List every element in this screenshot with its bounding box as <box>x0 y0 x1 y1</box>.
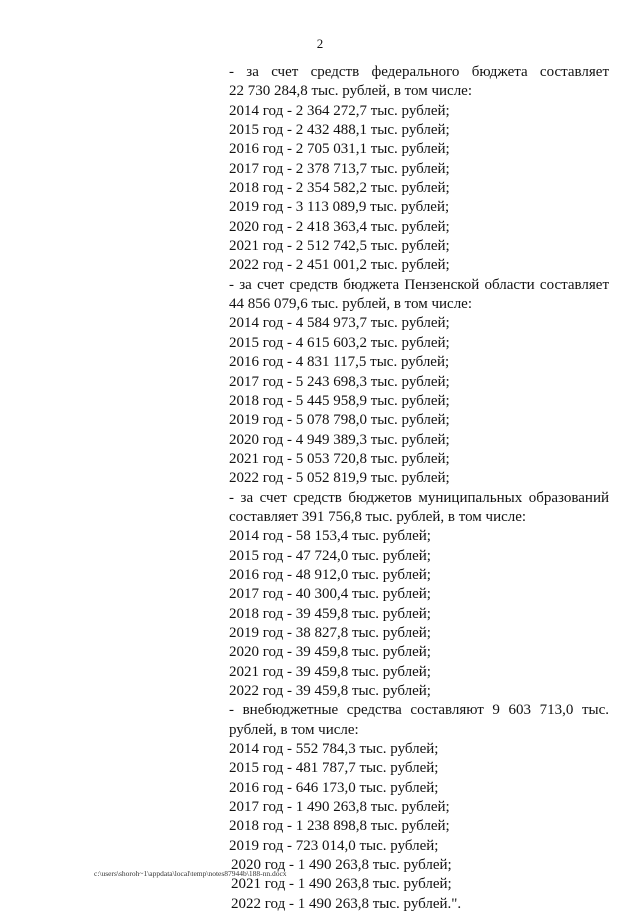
text-line: 2014 год - 2 364 272,7 тыс. рублей; <box>229 102 450 119</box>
text-line: 2015 год - 47 724,0 тыс. рублей; <box>229 547 431 564</box>
text-line: - за счет средств федерального бюджета составляет <box>229 64 609 80</box>
text-line: 2018 год - 39 459,8 тыс. рублей; <box>229 605 431 622</box>
text-line: 2014 год - 4 584 973,7 тыс. рублей; <box>229 315 450 332</box>
text-line: 2018 год - 2 354 582,2 тыс. рублей; <box>229 180 450 197</box>
text-line: 44 856 079,6 тыс. рублей, в том числе: <box>229 296 473 313</box>
text-line: 2017 год - 40 300,4 тыс. рублей; <box>229 586 431 603</box>
text-line: - за счет средств бюджетов муниципальных образований <box>229 489 609 506</box>
text-line: 2022 год - 5 052 819,9 тыс. рублей; <box>229 470 450 487</box>
text-line: 2022 год - 1 490 263,8 тыс. рублей.". <box>231 895 462 912</box>
page-number: 2 <box>316 36 324 51</box>
text-line: 2020 год - 4 949 389,3 тыс. рублей; <box>229 431 450 448</box>
text-line: 22 730 284,8 тыс. рублей, в том числе: <box>229 83 473 100</box>
text-line: 2021 год - 39 459,8 тыс. рублей; <box>229 663 431 680</box>
text-line: рублей, в том числе: <box>229 721 359 738</box>
text-line: 2022 год - 2 451 001,2 тыс. рублей; <box>229 257 450 274</box>
text-line: 2019 год - 5 078 798,0 тыс. рублей; <box>229 412 450 429</box>
text-line: 2015 год - 481 787,7 тыс. рублей; <box>229 760 439 777</box>
text-line: 2017 год - 2 378 713,7 тыс. рублей; <box>229 160 450 177</box>
text-line: 2016 год - 48 912,0 тыс. рублей; <box>229 566 431 583</box>
text-line: 2015 год - 4 615 603,2 тыс. рублей; <box>229 334 450 351</box>
document-body <box>229 63 609 914</box>
text-line: 2021 год - 5 053 720,8 тыс. рублей; <box>229 450 450 467</box>
text-line: 2017 год - 1 490 263,8 тыс. рублей; <box>229 799 450 816</box>
text-line: 2014 год - 58 153,4 тыс. рублей; <box>229 528 431 545</box>
text-line: 2018 год - 1 238 898,8 тыс. рублей; <box>229 818 450 835</box>
text-line: 2021 год - 2 512 742,5 тыс. рублей; <box>229 238 450 255</box>
text-line: 2020 год - 39 459,8 тыс. рублей; <box>229 644 431 661</box>
text-line: 2021 год - 1 490 263,8 тыс. рублей; <box>231 876 452 893</box>
text-line: 2017 год - 5 243 698,3 тыс. рублей; <box>229 373 450 390</box>
text-line: - за счет средств бюджета Пензенской области составляет <box>229 276 609 293</box>
footer-file-path: c:\users\shoroh~1\appdata\local\temp\notes87944b\188-nn.docx <box>94 869 287 878</box>
text-line: 2020 год - 2 418 363,4 тыс. рублей; <box>229 218 450 235</box>
text-line: 2016 год - 4 831 117,5 тыс. рублей; <box>229 354 450 371</box>
text-line: 2015 год - 2 432 488,1 тыс. рублей; <box>229 122 450 139</box>
text-line: 2020 год - 1 490 263,8 тыс. рублей; <box>231 857 452 874</box>
text-line: 2022 год - 39 459,8 тыс. рублей; <box>229 683 431 699</box>
text-line: - внебюджетные средства составляют 9 603 713,0 тыс. <box>229 702 609 719</box>
text-line: 2018 год - 5 445 958,9 тыс. рублей; <box>229 392 450 409</box>
text-line: 2014 год - 552 784,3 тыс. рублей; <box>229 741 439 758</box>
text-line: составляет 391 756,8 тыс. рублей, в том числе: <box>229 508 527 525</box>
text-line: 2019 год - 723 014,0 тыс. рублей; <box>229 837 439 854</box>
text-line: 2016 год - 646 173,0 тыс. рублей; <box>229 779 439 796</box>
text-line: 2019 год - 38 827,8 тыс. рублей; <box>229 624 431 641</box>
text-line: 2019 год - 3 113 089,9 тыс. рублей; <box>229 199 450 216</box>
text-line: 2016 год - 2 705 031,1 тыс. рублей; <box>229 141 450 158</box>
